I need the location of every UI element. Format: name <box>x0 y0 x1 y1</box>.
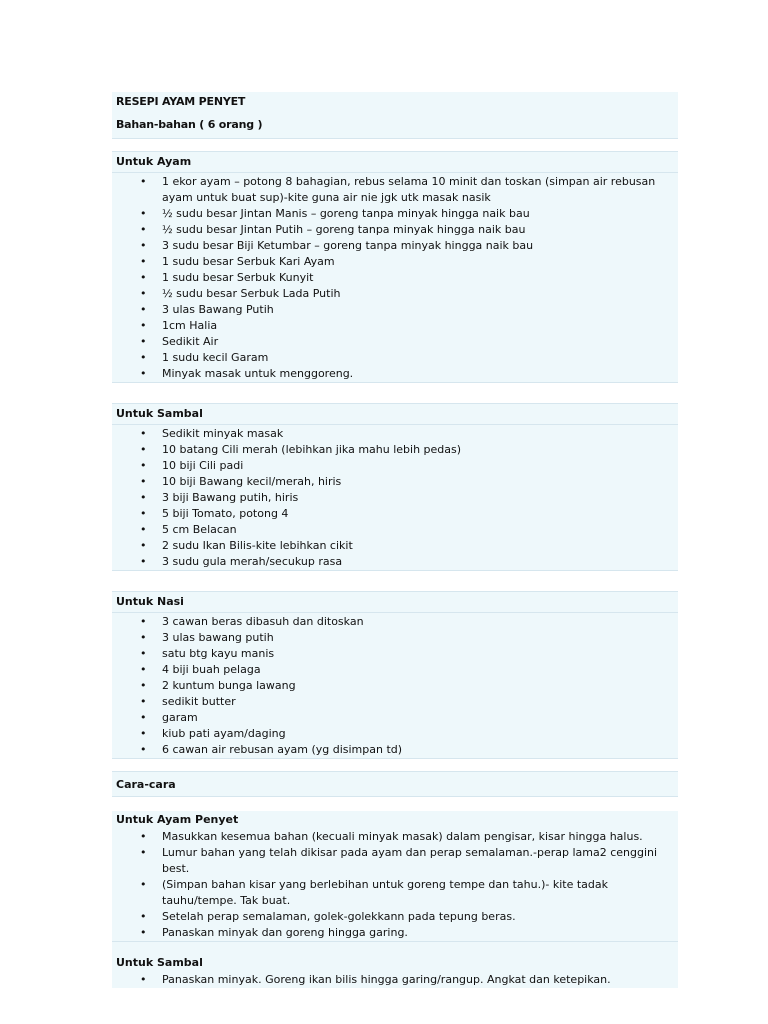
list-item: • 6 cawan air rebusan ayam (yg disimpan td) <box>112 742 678 758</box>
list-item: • sedikit butter <box>112 694 678 710</box>
step-list <box>112 829 678 941</box>
list-item: • satu btg kayu manis <box>112 646 678 662</box>
list-item: • 1 ekor ayam – potong 8 bahagian, rebus selama 10 minit dan toskan (simpan air rebusan ayam untuk buat sup)-kite guna air nie jgk utk masak nasik <box>112 174 678 206</box>
spacer <box>112 571 678 591</box>
list-item: • 3 cawan beras dibasuh dan ditoskan <box>112 614 678 630</box>
list-item: • 1 sudu besar Serbuk Kari Ayam <box>112 254 678 270</box>
method-section-heading: Untuk Sambal <box>116 956 203 969</box>
list-item: • Sedikit minyak masak <box>112 426 678 442</box>
list-item: • 4 biji buah pelaga <box>112 662 678 678</box>
section-untuk-nasi <box>112 591 678 759</box>
list-item: • Minyak masak untuk menggoreng. <box>112 366 678 382</box>
recipe-document <box>112 92 678 988</box>
list-item: • 3 sudu gula merah/secukup rasa <box>112 554 678 570</box>
list-item: • Panaskan minyak dan goreng hingga garing. <box>112 925 678 941</box>
list-item: • Masukkan kesemua bahan (kecuali minyak masak) dalam pengisar, kisar hingga halus. <box>112 829 678 845</box>
list-item: • 1cm Halia <box>112 318 678 334</box>
list-item: • kiub pati ayam/daging <box>112 726 678 742</box>
list-item: • Panaskan minyak. Goreng ikan bilis hingga garing/rangup. Angkat dan ketepikan. <box>112 972 678 988</box>
page-title: RESEPI AYAM PENYET <box>112 92 678 114</box>
list-item: • 3 biji Bawang putih, hiris <box>112 490 678 506</box>
list-item: • ½ sudu besar Serbuk Lada Putih <box>112 286 678 302</box>
list-item: • 2 sudu Ikan Bilis-kite lebihkan cikit <box>112 538 678 554</box>
spacer <box>112 941 678 954</box>
list-item: • 3 sudu besar Biji Ketumbar – goreng tanpa minyak hingga naik bau <box>112 238 678 254</box>
list-item: • 10 batang Cili merah (lebihkan jika mahu lebih pedas) <box>112 442 678 458</box>
list-item: • Sedikit Air <box>112 334 678 350</box>
method-untuk-ayam-penyet <box>112 811 678 988</box>
spacer <box>112 383 678 403</box>
section-heading: Untuk Nasi <box>112 591 678 613</box>
list-item: • Lumur bahan yang telah dikisar pada ayam dan perap semalaman.-perap lama2 cenggini best. <box>112 845 678 877</box>
list-item: • 10 biji Cili padi <box>112 458 678 474</box>
list-item: • ½ sudu besar Jintan Putih – goreng tanpa minyak hingga naik bau <box>112 222 678 238</box>
ingredient-list <box>112 173 678 383</box>
ingredients-heading: Bahan-bahan ( 6 orang ) <box>112 114 678 139</box>
section-untuk-sambal <box>112 403 678 571</box>
list-item: • 1 sudu besar Serbuk Kunyit <box>112 270 678 286</box>
list-item: • 3 ulas bawang putih <box>112 630 678 646</box>
list-item: • 10 biji Bawang kecil/merah, hiris <box>112 474 678 490</box>
list-item: • Setelah perap semalaman, golek-golekkann pada tepung beras. <box>112 909 678 925</box>
list-item: • 3 ulas Bawang Putih <box>112 302 678 318</box>
section-heading: Untuk Ayam <box>112 151 678 173</box>
list-item: • 5 cm Belacan <box>112 522 678 538</box>
step-list <box>112 972 678 988</box>
list-item: • (Simpan bahan kisar yang berlebihan untuk goreng tempe dan tahu.)- kite tadak tauhu/tempe. Tak buat. <box>112 877 678 909</box>
list-item: • 2 kuntum bunga lawang <box>112 678 678 694</box>
list-item: • 1 sudu kecil Garam <box>112 350 678 366</box>
section-untuk-ayam <box>112 151 678 383</box>
ingredient-list <box>112 613 678 759</box>
spacer <box>112 797 678 811</box>
section-heading: Untuk Sambal <box>112 403 678 425</box>
ingredient-list <box>112 425 678 571</box>
method-heading: Cara-cara <box>112 771 678 797</box>
list-item: • ½ sudu besar Jintan Manis – goreng tanpa minyak hingga naik bau <box>112 206 678 222</box>
list-item: • 5 biji Tomato, potong 4 <box>112 506 678 522</box>
method-section-heading: Untuk Ayam Penyet <box>116 813 239 826</box>
list-item: • garam <box>112 710 678 726</box>
